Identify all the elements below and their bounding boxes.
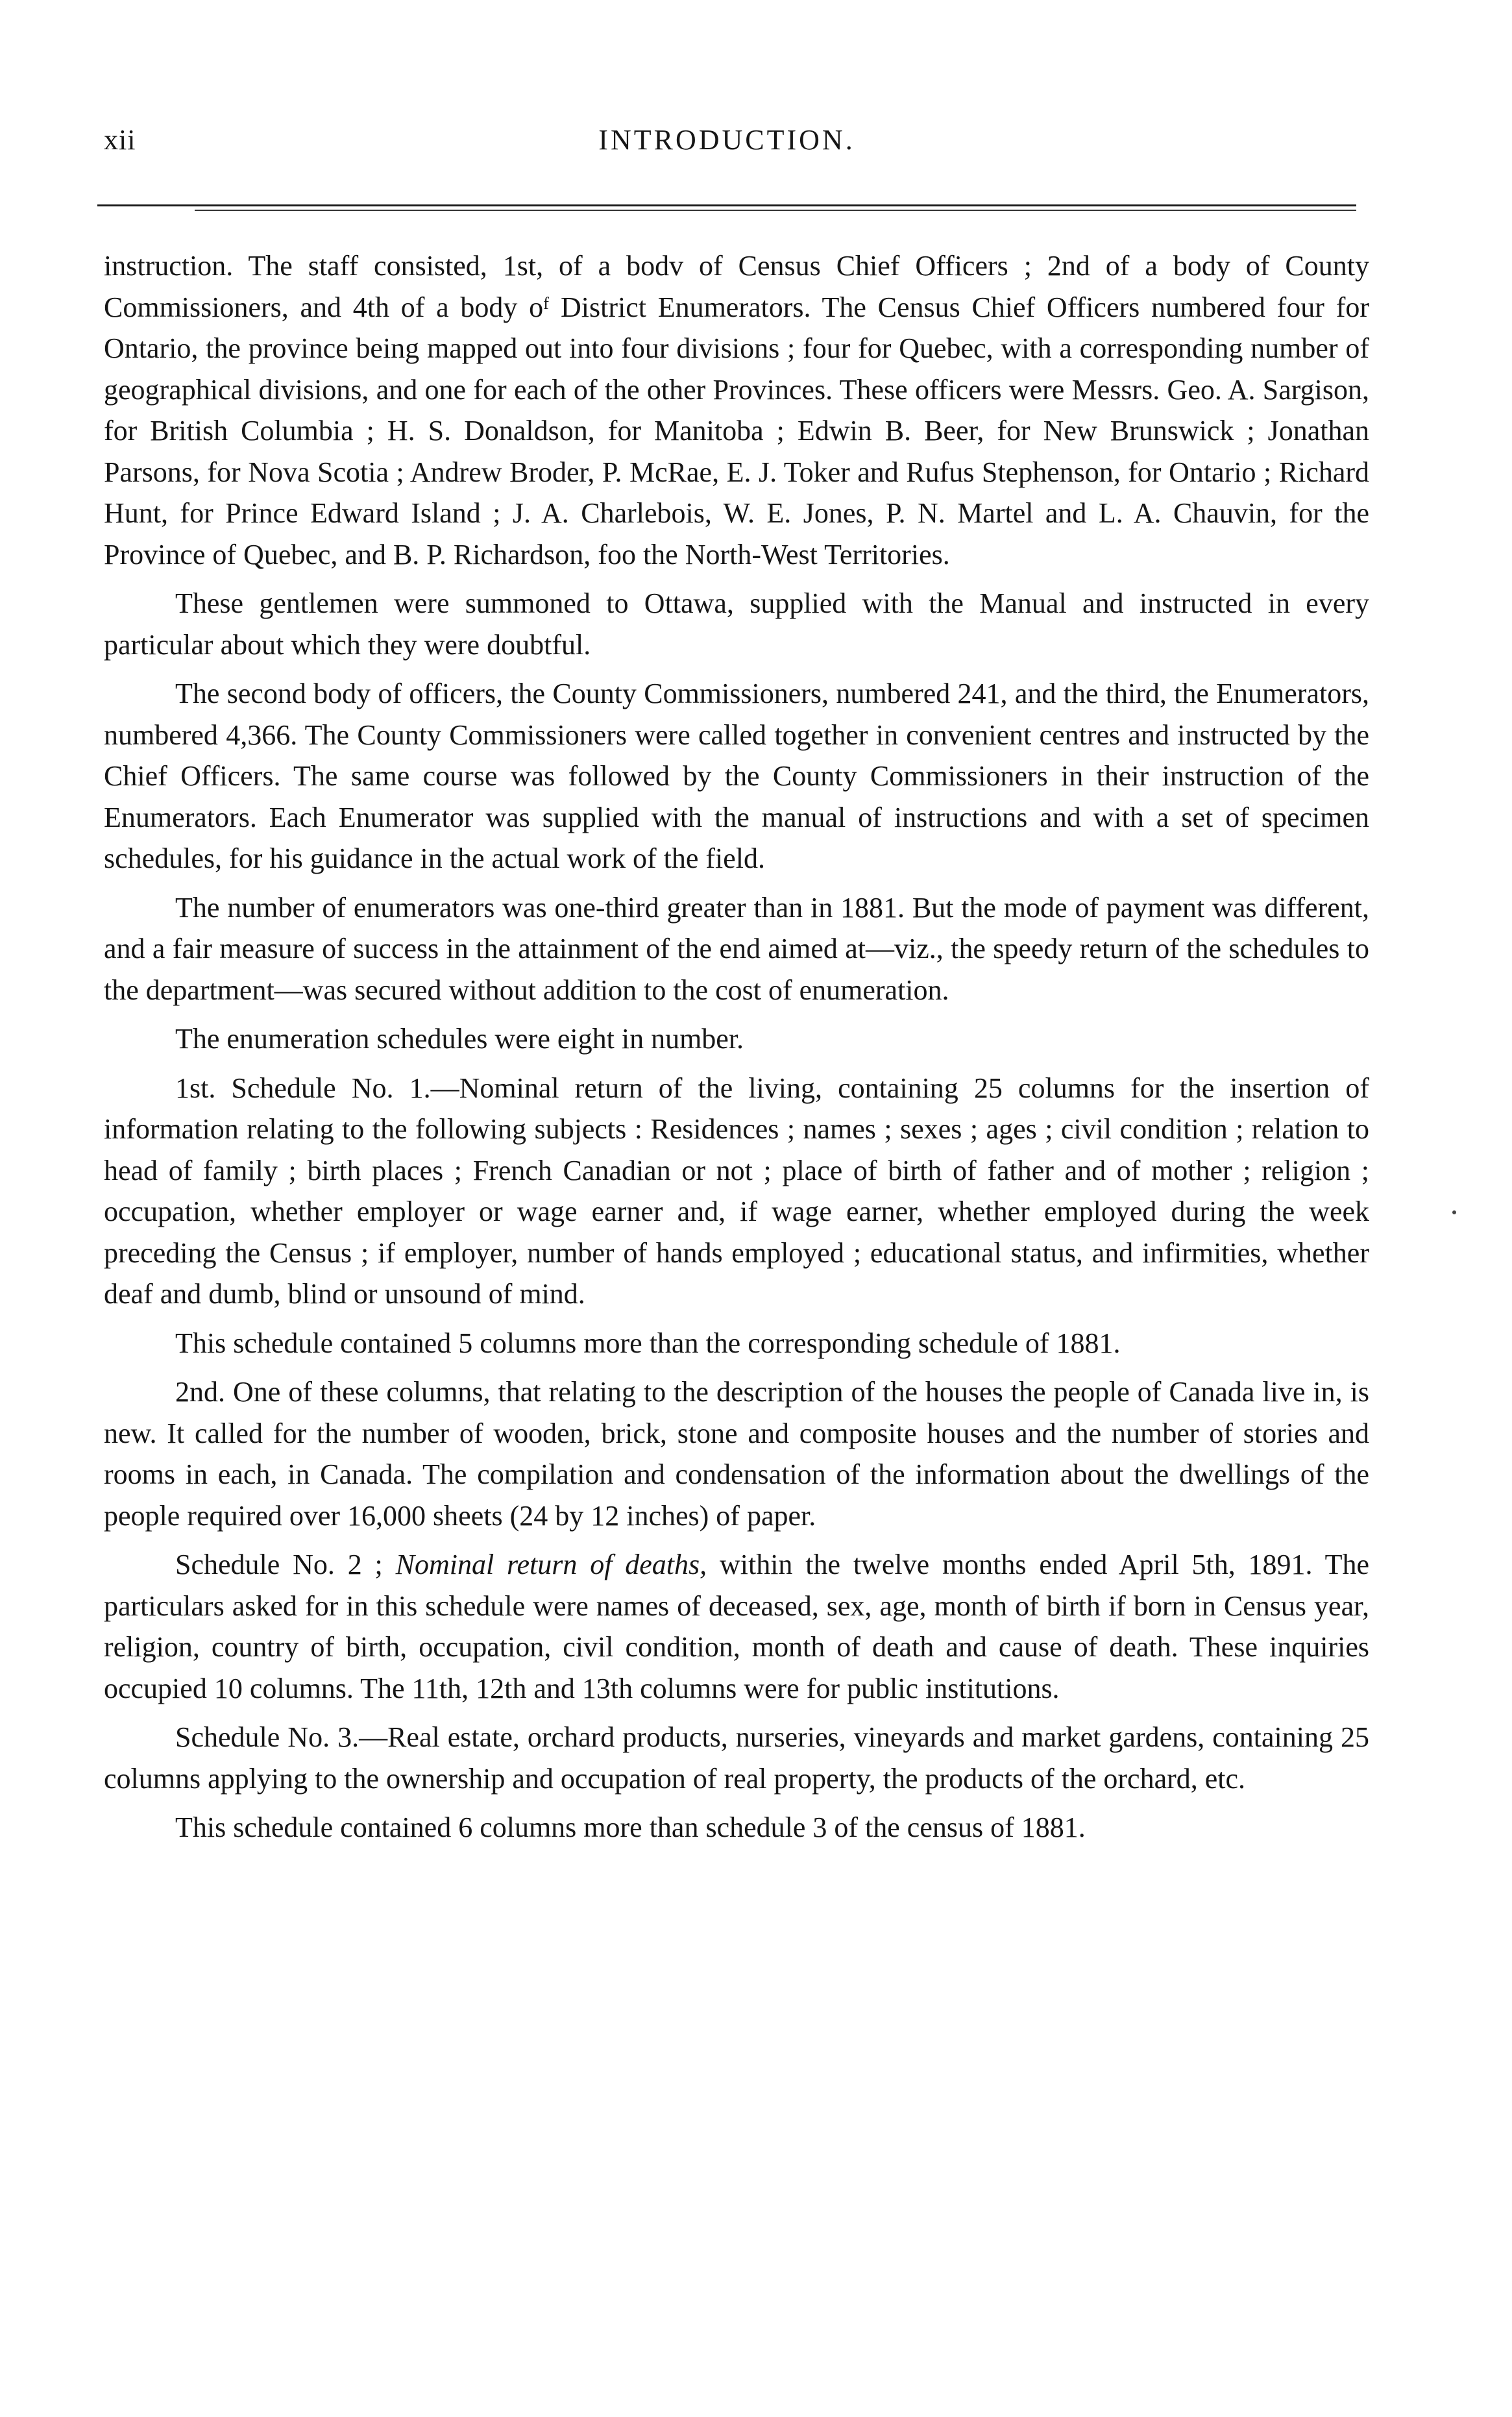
paragraph-gentlemen: These gentlemen were summoned to Ottawa, supplied with the Manual and instructed in every particular about which they were doubtful. — [104, 587, 1369, 661]
page-title: INTRODUCTION. — [598, 124, 855, 156]
paragraph-schedule-3-note: This schedule contained 6 columns more than schedule 3 of the census of 1881. — [175, 1811, 1086, 1843]
paragraph-schedule-1-note: This schedule contained 5 columns more than the corresponding schedule of 1881. — [175, 1327, 1121, 1359]
print-speck — [1452, 1210, 1456, 1214]
schedule-2-italic: Nominal return of deaths, — [395, 1549, 707, 1580]
paragraph-schedules-count: The enumeration schedules were eight in number. — [175, 1023, 744, 1055]
paragraph-schedule-2 — [104, 1544, 1369, 1709]
paragraph-enumerators: The number of enumerators was one-third greater than in 1881. But the mode of payment was different, and a fair measure of success in the attainment of the end aimed at—viz., the speedy return of the schedules to the department—was secured without addition to the cost of enumeration. — [104, 891, 1369, 1006]
paragraph-second-body: The second body of officers, the County Commissioners, numbered 241, and the third, the Enumerators, numbered 4,366. The County Commissioners were called together in convenient centres and instructed by the Chief Officers. The same course was followed by the County Commissioners in their instruction of the Enumerators. Each Enumerator was supplied with the manual of instructions and with a set of specimen schedules, for his guidance in the actual work of the field. — [104, 678, 1369, 874]
header-rule-secondary — [195, 210, 1356, 211]
schedule-2-lead: Schedule No. 2 ; — [175, 1549, 396, 1580]
body-text — [104, 245, 1369, 1856]
schedule-2-details: The particulars asked for in this schedule were names of deceased, sex, age, month of birth if born in Census year, religion, country of birth, occupation, civil condition, month of death and cause of death. These inquiries occupied 10 columns. The 11th, 12th and 13th columns were for public institutions. — [104, 1549, 1369, 1704]
paragraph-schedule-1: 1st. Schedule No. 1.—Nominal return of the living, containing 25 columns for the insertion of information relating to the following subjects : Residences ; names ; sexes ; ages ; civil condition ; relation to head of family ; birth places ; French Canadian or not ; place of birth of father and of mother ; religion ; occupation, whether employer or wage earner and, if wage earner, whether employed during the week preceding the Census ; if employer, number of hands employed ; educational status, and infirmities, whether deaf and dumb, blind or unsound of mind. — [104, 1072, 1369, 1310]
header-rule — [97, 204, 1356, 206]
paragraph-houses: 2nd. One of these columns, that relating to the description of the houses the people of Canada live in, is new. It called for the number of wooden, brick, stone and composite houses and the number of stories and rooms in each, in Canada. The compilation and condensation of the information about the dwellings of the people required over 16,000 sheets (24 by 12 inches) of paper. — [104, 1376, 1369, 1532]
schedule-2-rest: within the twelve months ended April 5th, 1891. — [707, 1549, 1325, 1580]
page-number: xii — [104, 124, 136, 156]
paragraph-staff: instruction. The staff consisted, 1st, of a bodv of Census Chief Officers ; 2nd of a body of County Commissioners, and 4th of a body oᶠ District Enumerators. The Census Chief Officers numbered four for Ontario, the province being mapped out into four divisions ; four for Quebec, with a corresponding number of geographical divisions, and one for each of the other Provinces. These officers were Messrs. Geo. A. Sargison, for British Columbia ; H. S. Donaldson, for Manitoba ; Edwin B. Beer, for New Brunswick ; Jonathan Parsons, for Nova Scotia ; Andrew Broder, P. McRae, E. J. Toker and Rufus Stephenson, for Ontario ; Richard Hunt, for Prince Edward Island ; J. A. Charlebois, W. E. Jones, P. N. Martel and L. A. Chauvin, for the Province of Quebec, and B. P. Richardson, foo the North-West Territories. — [104, 250, 1369, 571]
paragraph-schedule-3: Schedule No. 3.—Real estate, orchard products, nurseries, vineyards and market gardens, containing 25 columns applying to the ownership and occupation of real property, the products of the orchard, etc. — [104, 1721, 1369, 1795]
running-header — [104, 123, 1350, 169]
